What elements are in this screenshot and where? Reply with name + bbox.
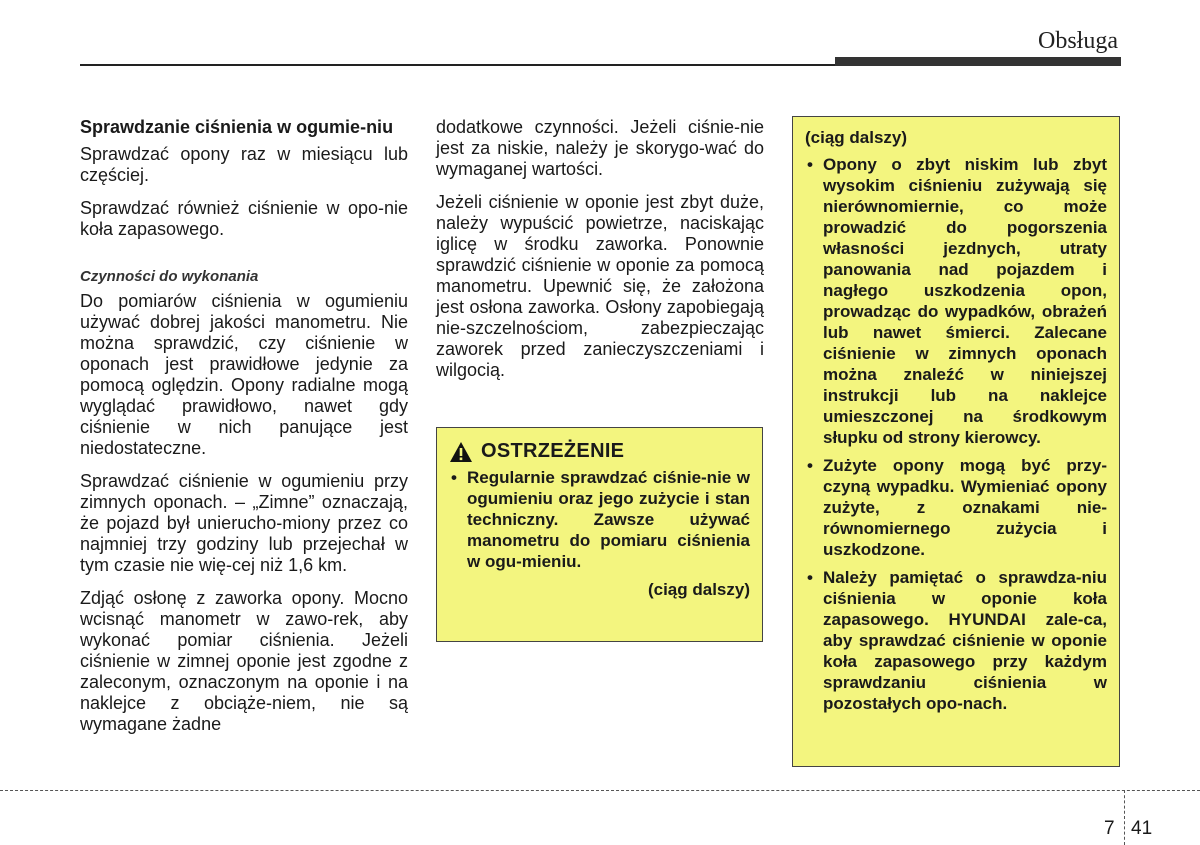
paragraph: Sprawdzać opony raz w miesiącu lub częściej.: [80, 144, 408, 185]
warning-bullet: • Regularnie sprawdzać ciśnie-nie w ogumieniu oraz jego zużycie i stan techniczny. Zawsze używać manometru do pomiaru ciśnienia w ogu-mieniu.: [449, 467, 750, 572]
continued-bullet: • Należy pamiętać o sprawdza-niu ciśnienia w oponie koła zapasowego. HYUNDAI zale-ca, aby sprawdzać ciśnienie w oponie koła zapasowego przy każdym sprawdzaniu ciśnienia w pozostałych opo-nach.: [805, 567, 1107, 714]
warning-list: [449, 467, 750, 572]
continued-bullet: • Zużyte opony mogą być przy-czyną wypadku. Wymieniać opony zużyte, z oznakami nie-równomiernego zużycia i uszkodzone.: [805, 455, 1107, 560]
continued-heading: (ciąg dalszy): [805, 128, 908, 147]
paragraph: Do pomiarów ciśnienia w ogumieniu używać dobrej jakości manometru. Nie można sprawdzić, czy ciśnienie w oponach jest prawidłowe jedynie za pomocą oględzin. Opony radialne mogą wyglądać prawidłowo, nawet gdy ciśnienie w nich panujące jest niedostateczne.: [80, 291, 408, 458]
page-number-divider: [1124, 790, 1125, 845]
warning-header: [449, 440, 750, 463]
continued-list: [805, 154, 1107, 714]
warning-box: [436, 427, 763, 642]
header-rule-accent: [835, 57, 1121, 66]
continued-bullet: • Opony o zbyt niskim lub zbyt wysokim ciśnieniu zużywają się nierównomiernie, co może prowadzić do pogorszenia własności jezdnych, utraty panowania nad pojazdem i nagłego uszkodzenia opon, prowadząc do wypadków, obrażeń lub nawet śmierci. Zalecane ciśnienie w zimnych oponach można znaleźć w niniejszej instrukcji lub na naklejce umieszczonej na środkowym słupku od strony kierowcy.: [805, 154, 1107, 448]
page-header-title: Obsługa: [1038, 28, 1118, 54]
warning-title: OSTRZEŻENIE: [481, 440, 625, 462]
warning-triangle-icon: [449, 441, 473, 463]
paragraph: dodatkowe czynności. Jeżeli ciśnie-nie jest za niskie, należy je skorygo-wać do wymaganej wartości.: [436, 117, 764, 179]
continued-label: (ciąg dalszy): [647, 580, 750, 599]
left-column: [80, 117, 408, 747]
middle-column: [436, 117, 764, 393]
header-rule: [80, 64, 840, 66]
paragraph: Jeżeli ciśnienie w oponie jest zbyt duże, należy wypuścić powietrze, naciskając iglicę w środku zaworka. Ponownie sprawdzić ciśnienie w oponie za pomocą manometru. Upewnić się, że założona jest osłona zaworka. Osłony zapobiegają nie-szczelnościom, zabezpieczając zaworek przed zanieczyszczeniami i wilgocią.: [436, 192, 764, 380]
page-number: 41: [1131, 818, 1153, 839]
paragraph: Zdjąć osłonę z zaworka opony. Mocno wcisnąć manometr w zawo-rek, aby wykonać pomiar ciśnienia. Jeżeli ciśnienie w zimnej oponie jest zgodne z zaleconym, oznaczonym na oponie i na naklejce z obciąże-niem, nie są wymagane żadne: [80, 588, 408, 734]
continued-warning-box: [792, 116, 1120, 767]
subheading: Czynności do wykonania: [80, 268, 259, 285]
footer-divider: [0, 790, 1200, 791]
chapter-number: 7: [1104, 818, 1115, 839]
paragraph: Sprawdzać również ciśnienie w opo-nie koła zapasowego.: [80, 198, 408, 239]
section-heading: Sprawdzanie ciśnienia w ogumie-niu: [80, 117, 394, 137]
paragraph: Sprawdzać ciśnienie w ogumieniu przy zimnych oponach. – „Zimne” oznaczają, że pojazd był unierucho-miony przez co najmniej trzy godziny lub przejechał w tym czasie nie wię-cej niż 1,6 km.: [80, 471, 408, 575]
